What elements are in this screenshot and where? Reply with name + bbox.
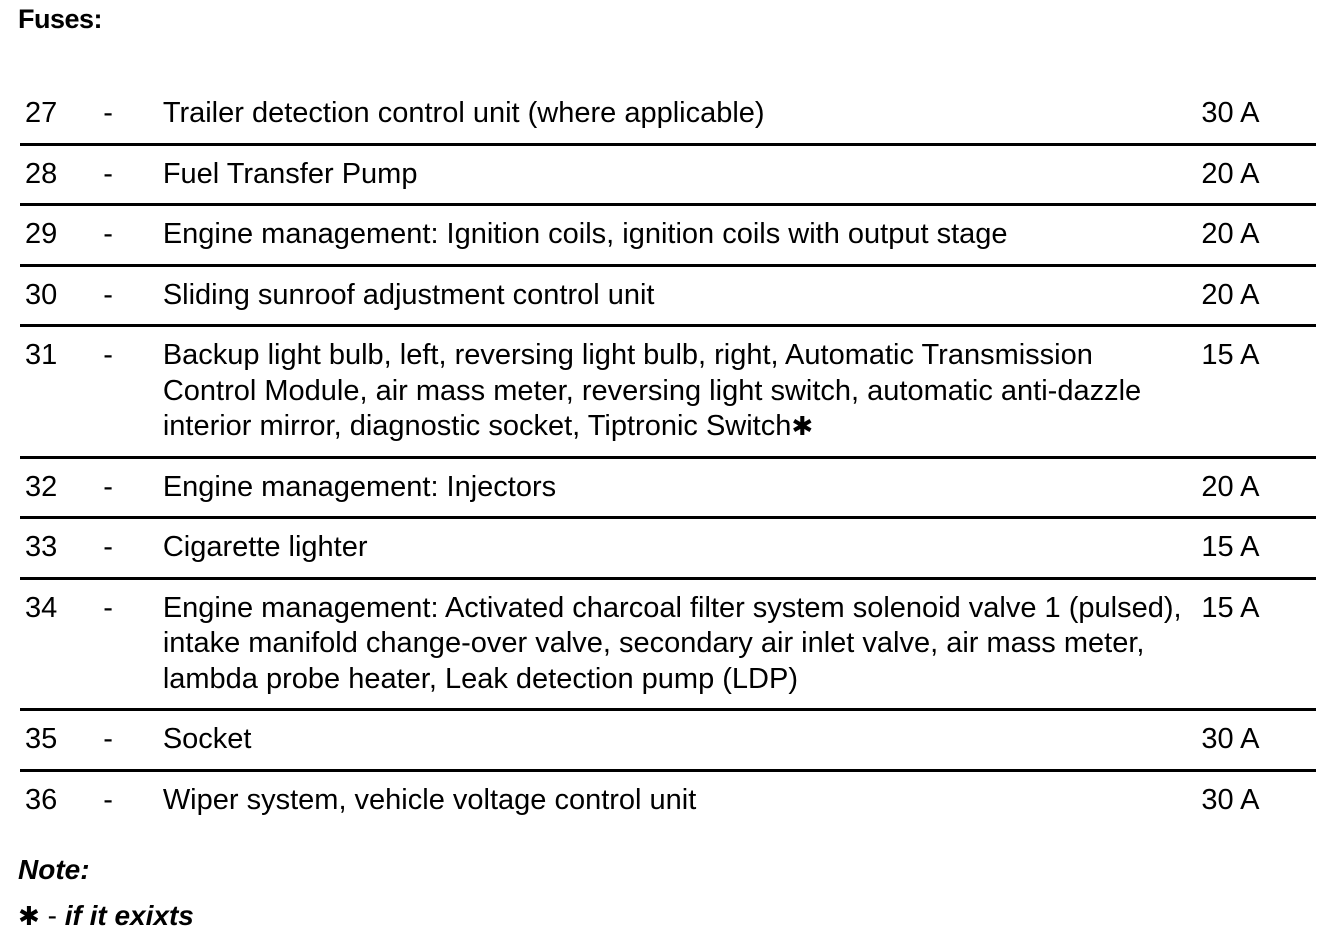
fuse-description: Engine management: Injectors (162, 470, 557, 503)
fuse-description-cell (162, 326, 1201, 458)
fuse-rating: 20 A (1201, 278, 1260, 311)
fuse-row-31 (20, 326, 1316, 458)
fuse-number: 34 (25, 591, 58, 624)
fuse-table (20, 85, 1316, 829)
fuse-row-30 (20, 265, 1316, 326)
fuse-number: 27 (25, 97, 58, 129)
fuse-description: Trailer detection control unit (where applicable) (162, 97, 765, 129)
fuse-row-35 (20, 710, 1316, 771)
fuse-description: Sliding sunroof adjustment control unit (162, 278, 655, 311)
fuse-row-32 (20, 457, 1316, 518)
fuse-description: Fuel Transfer Pump (162, 157, 418, 190)
fuse-number: 29 (25, 218, 58, 250)
fuse-rating: 30 A (1201, 723, 1260, 755)
fuse-rating: 30 A (1201, 97, 1260, 129)
fuse-row-27 (20, 85, 1316, 144)
fuse-dash: - (103, 157, 113, 190)
fuse-number: 32 (25, 470, 58, 503)
fuse-dash: - (103, 339, 113, 371)
fuse-rating: 20 A (1201, 157, 1260, 190)
fuse-description: Engine management: Ignition coils, ignition coils with output stage (162, 218, 1008, 250)
fuse-number: 33 (25, 531, 58, 563)
fuse-description: Cigarette lighter (162, 531, 368, 563)
fuse-description: Engine management: Activated charcoal filter system solenoid valve 1 (pulsed), intake manifold change-over valve, secondary air inlet valve, air mass meter, lambda probe heater, Leak detection pump (LDP) (162, 591, 1182, 695)
asterisk-icon: ✱ (791, 411, 814, 441)
fuse-row-34 (20, 578, 1316, 710)
fuse-number: 35 (25, 723, 58, 755)
fuse-row-33 (20, 518, 1316, 579)
fuse-dash: - (103, 97, 113, 129)
fuse-rating: 20 A (1201, 218, 1260, 250)
fuse-dash: - (103, 278, 113, 311)
note-line (18, 900, 194, 932)
fuse-dash: - (103, 218, 113, 250)
fuse-number: 30 (25, 278, 58, 311)
fuse-number: 28 (25, 157, 58, 190)
fuse-rating: 20 A (1201, 470, 1260, 503)
fuse-rating: 15 A (1201, 339, 1260, 371)
fuse-dash: - (103, 591, 113, 624)
fuse-rating: 15 A (1201, 531, 1260, 563)
asterisk-icon: ✱ (18, 901, 40, 931)
fuse-number: 31 (25, 339, 58, 371)
fuse-dash: - (103, 723, 113, 755)
fuse-rating: 30 A (1201, 783, 1260, 816)
note-text: if it exixts (64, 900, 194, 931)
fuse-dash: - (103, 470, 113, 503)
note-dash: - (47, 900, 57, 931)
fuse-description: Wiper system, vehicle voltage control unit (162, 783, 697, 816)
fuse-rating: 15 A (1201, 591, 1260, 624)
note-title: Note: (18, 854, 90, 885)
fuse-description: Backup light bulb, left, reversing light bulb, right, Automatic Transmission Control Module, air mass meter, reversing light switch, automatic anti-dazzle interior mirror, diagnostic socket, Tiptronic Switch (162, 339, 1142, 442)
fuse-number: 36 (25, 783, 58, 816)
fuse-row-29 (20, 205, 1316, 266)
fuse-dash: - (103, 531, 113, 563)
fuse-dash: - (103, 783, 113, 816)
page-heading: Fuses: (18, 4, 103, 34)
fuse-description: Socket (162, 723, 252, 755)
fuse-row-36 (20, 770, 1316, 829)
fuse-row-28 (20, 144, 1316, 205)
